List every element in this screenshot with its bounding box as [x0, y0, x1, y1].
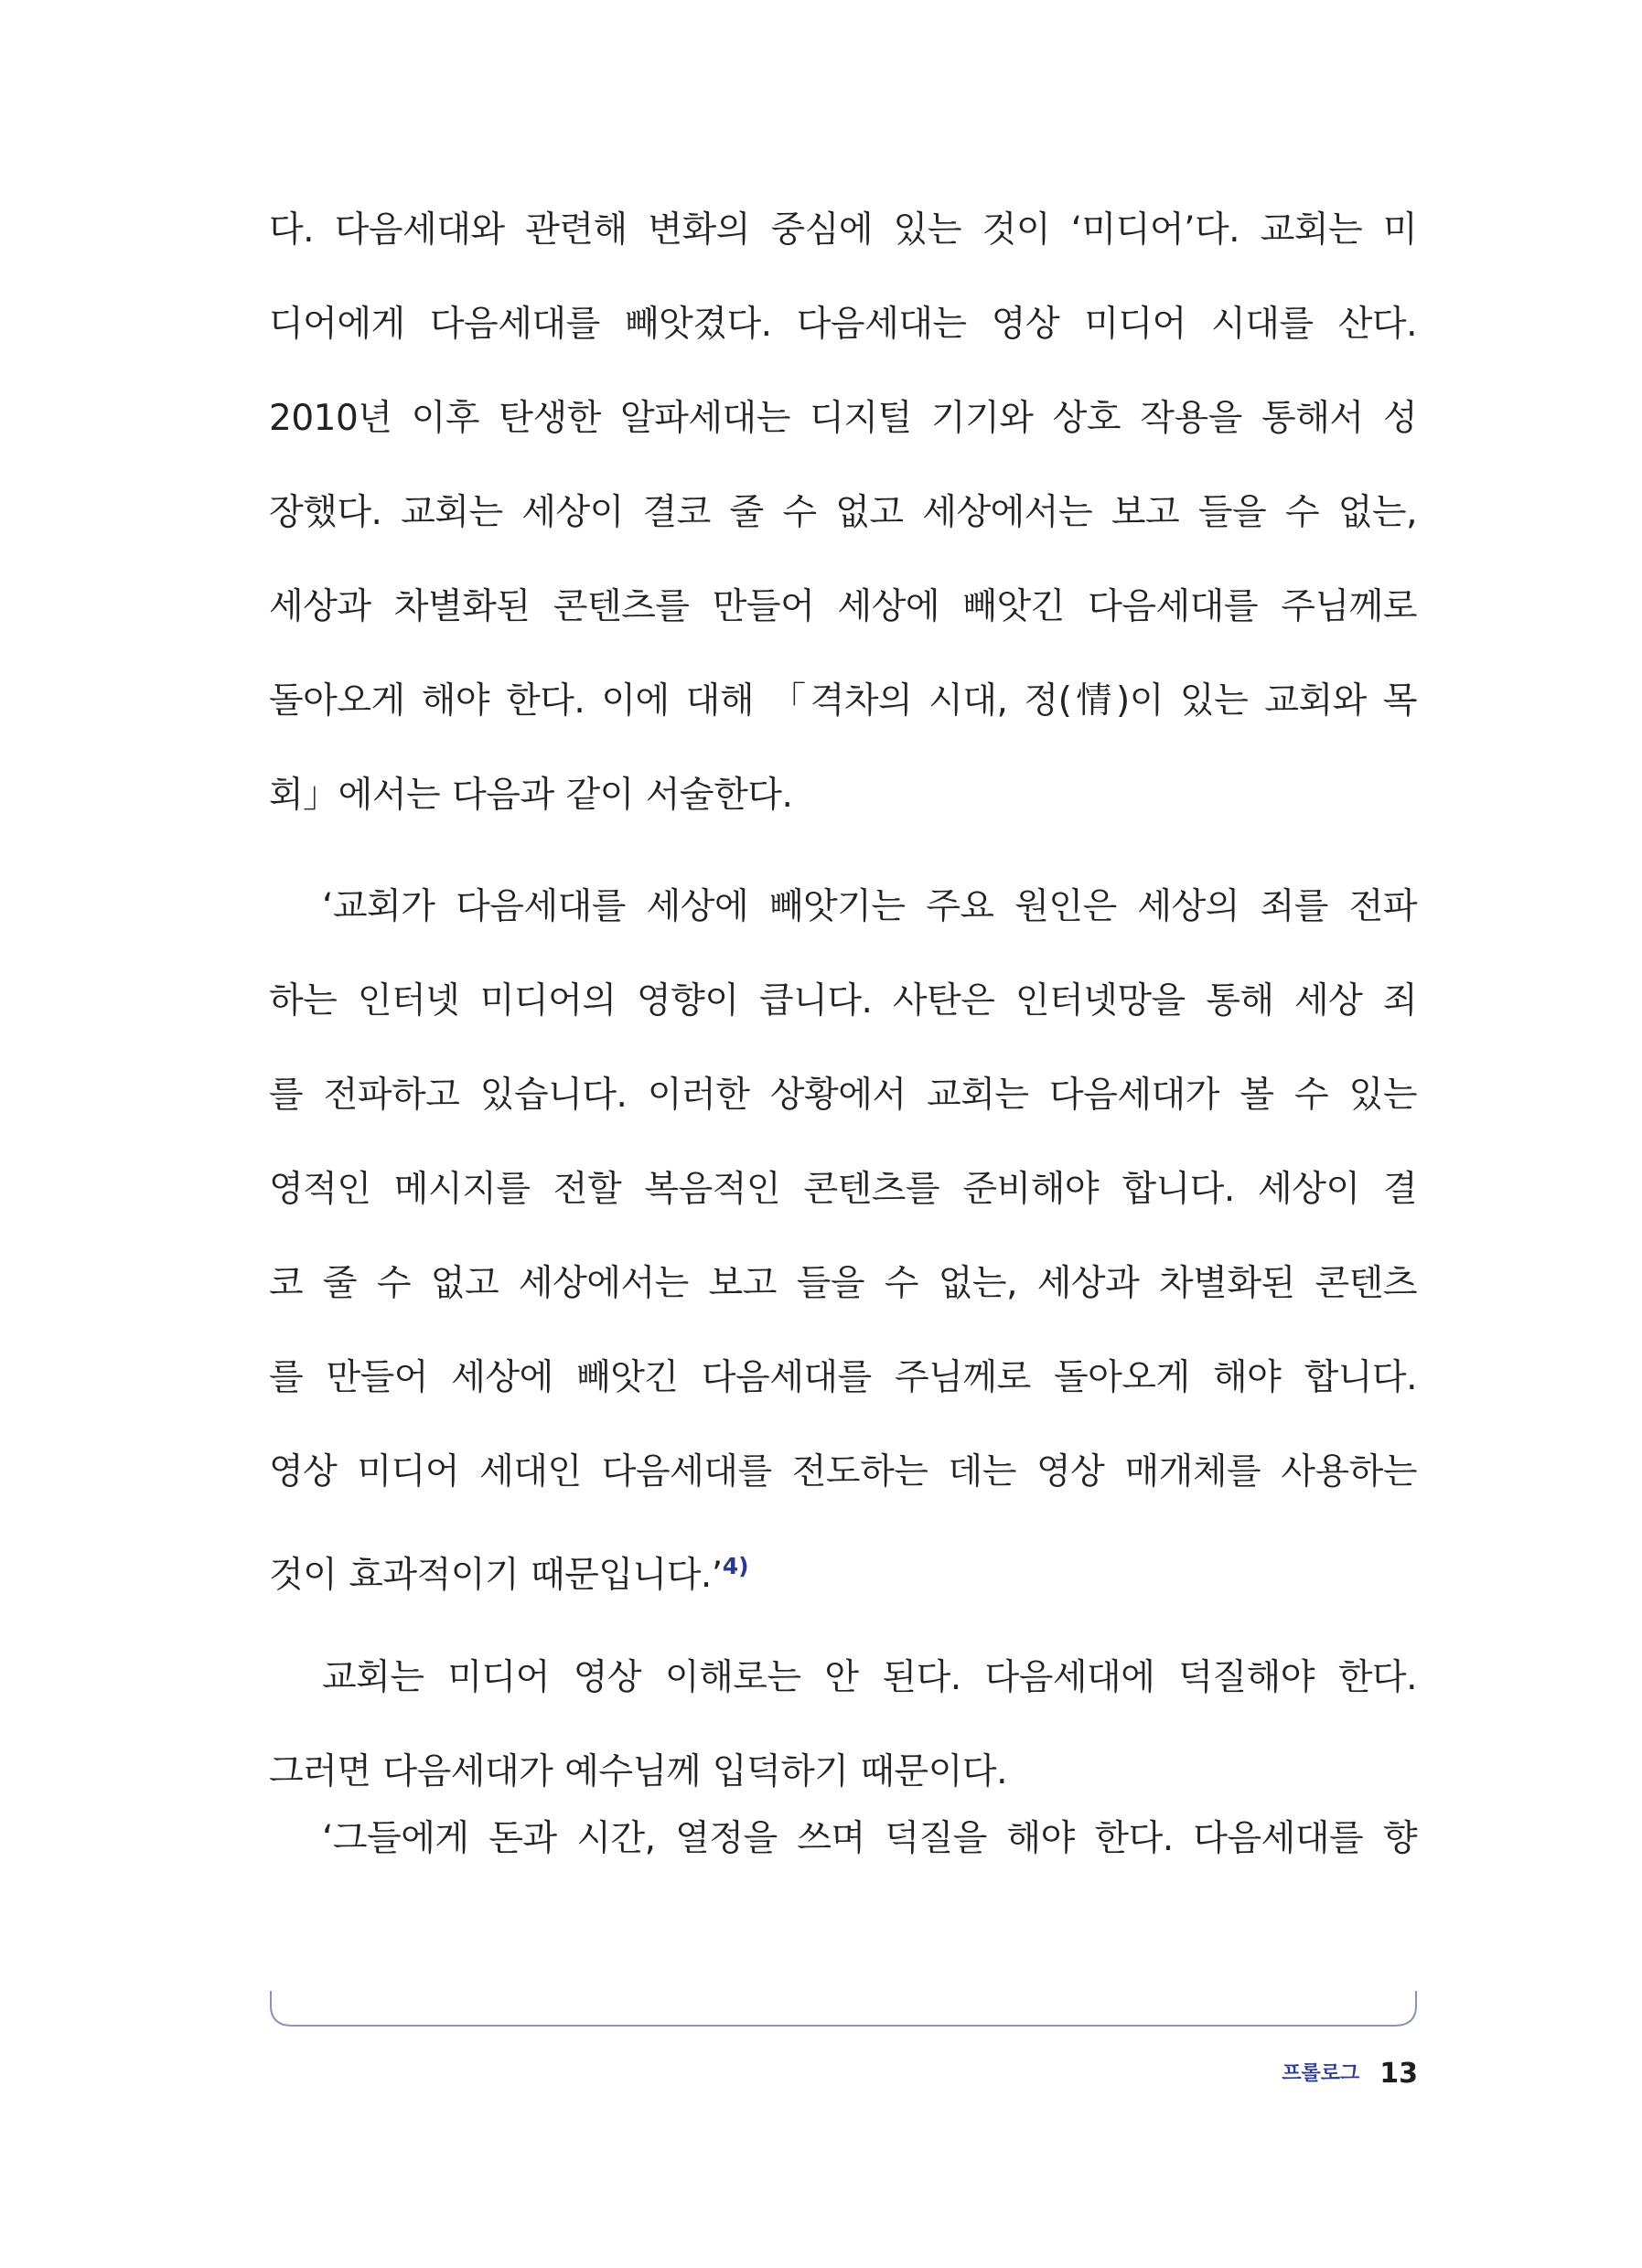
text-line: 세상과 차별화된 콘텐츠를 만들어 세상에 빼앗긴 다음세대를 주님께로	[269, 586, 1417, 627]
text-line: 다. 다음세대와 관련해 변화의 중심에 있는 것이 ‘미디어’다. 교회는 미	[269, 209, 1418, 251]
text-line: ‘교회가 다음세대를 세상에 빼앗기는 주요 원인은 세상의 죄를 전파	[322, 886, 1417, 927]
text-line: 그러면 다음세대가 예수님께 입덕하기 때문이다.	[269, 1751, 1007, 1792]
paragraph-1	[269, 183, 1417, 842]
text-line: 장했다. 교회는 세상이 결코 줄 수 없고 세상에서는 보고 들을 수 없는,	[269, 492, 1417, 533]
text-line: 코 줄 수 없고 세상에서는 보고 들을 수 없는, 세상과 차별화된 콘텐츠	[269, 1263, 1417, 1304]
footnote-marker[interactable]: 4)	[722, 1553, 749, 1579]
quote-last-line-text: 것이 효과적이기 때문입니다.’	[269, 1555, 723, 1596]
text-line: ‘그들에게 돈과 시간, 열정을 쓰며 덕질을 해야 한다. 다음세대를 향	[322, 1818, 1417, 1859]
text-line: 회」에서는 다음과 같이 서술한다.	[269, 775, 793, 816]
text-line: 영적인 메시지를 전할 복음적인 콘텐츠를 준비해야 합니다. 세상이 결	[269, 1169, 1417, 1210]
text-line: 교회는 미디어 영상 이해로는 안 된다. 다음세대에 덕질해야 한다.	[322, 1657, 1417, 1698]
text-line: 하는 인터넷 미디어의 영향이 큽니다. 사탄은 인터넷망을 통해 세상 죄	[269, 980, 1417, 1022]
text-line-with-footnote	[269, 1519, 1417, 1613]
text-line: 를 만들어 세상에 빼앗긴 다음세대를 주님께로 돌아오게 해야 합니다.	[269, 1357, 1417, 1398]
quote-1	[269, 860, 1417, 1613]
text-line: 돌아오게 해야 한다. 이에 대해 「격차의 시대, 정(情)이 있는 교회와 목	[269, 680, 1417, 722]
text-line: 디어에게 다음세대를 빼앗겼다. 다음세대는 영상 미디어 시대를 산다.	[269, 304, 1417, 345]
quote-2	[269, 1792, 1417, 1886]
text-line: 를 전파하고 있습니다. 이러한 상황에서 교회는 다음세대가 볼 수 있는	[269, 1075, 1417, 1116]
text-line: 영상 미디어 세대인 다음세대를 전도하는 데는 영상 매개체를 사용하는	[269, 1451, 1417, 1492]
text-line: 2010년 이후 탄생한 알파세대는 디지털 기기와 상호 작용을 통해서 성	[269, 398, 1417, 439]
page-number: 13	[1379, 2058, 1418, 2090]
page-frame-bottom	[269, 1989, 1418, 2027]
page-footer	[1189, 2058, 1418, 2090]
running-section-title: 프롤로그	[1282, 2062, 1360, 2085]
